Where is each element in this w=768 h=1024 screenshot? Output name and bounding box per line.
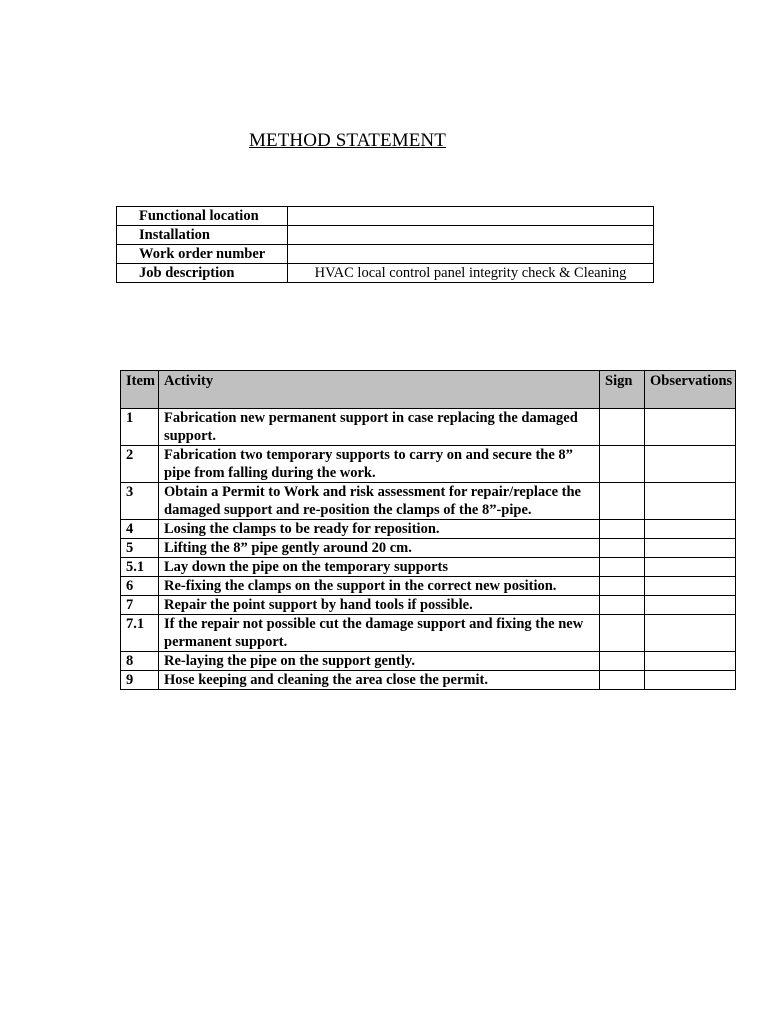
row-item-number: 7.1 [121,615,159,652]
row-item-number: 4 [121,520,159,539]
work-order-number-value [288,245,654,264]
row-observations [645,520,736,539]
installation-value [288,226,654,245]
row-sign [600,558,645,577]
row-item-number: 1 [121,409,159,446]
installation-label: Installation [117,226,288,245]
header-sign: Sign [600,371,645,409]
job-description-label: Job description [117,264,288,283]
row-item-number: 3 [121,483,159,520]
row-sign [600,539,645,558]
row-activity: Lifting the 8” pipe gently around 20 cm. [159,539,600,558]
table-row [121,483,736,520]
row-observations [645,652,736,671]
row-item-number: 6 [121,577,159,596]
table-row [121,558,736,577]
row-sign [600,483,645,520]
row-item-number: 2 [121,446,159,483]
functional-location-label: Functional location [117,207,288,226]
header-activity: Activity [159,371,600,409]
row-observations [645,558,736,577]
table-row [121,671,736,690]
row-sign [600,520,645,539]
row-sign [600,409,645,446]
row-observations [645,539,736,558]
row-item-number: 5 [121,539,159,558]
table-row [117,207,654,226]
table-row [121,596,736,615]
work-order-number-label: Work order number [117,245,288,264]
row-item-number: 9 [121,671,159,690]
table-row [117,245,654,264]
row-activity: Lay down the pipe on the temporary supports [159,558,600,577]
row-sign [600,577,645,596]
table-row [117,264,654,283]
row-activity: Repair the point support by hand tools if possible. [159,596,600,615]
activity-table [120,370,736,690]
row-activity: Hose keeping and cleaning the area close the permit. [159,671,600,690]
row-observations [645,671,736,690]
row-activity: Fabrication new permanent support in case replacing the damaged support. [159,409,600,446]
table-row [121,577,736,596]
row-activity: Re-laying the pipe on the support gently. [159,652,600,671]
table-row [117,226,654,245]
row-sign [600,671,645,690]
functional-location-value [288,207,654,226]
row-observations [645,483,736,520]
row-observations [645,596,736,615]
job-description-value: HVAC local control panel integrity check & Cleaning [288,264,654,283]
header-observations: Observations [645,371,736,409]
row-observations [645,446,736,483]
row-item-number: 8 [121,652,159,671]
row-sign [600,615,645,652]
activity-table-header [121,371,736,409]
row-item-number: 5.1 [121,558,159,577]
row-sign [600,652,645,671]
row-activity: Fabrication two temporary supports to carry on and secure the 8” pipe from falling during the work. [159,446,600,483]
header-item: Item [121,371,159,409]
table-row [121,520,736,539]
job-info-table [116,206,654,283]
row-observations [645,615,736,652]
row-sign [600,596,645,615]
row-item-number: 7 [121,596,159,615]
row-activity: Losing the clamps to be ready for reposition. [159,520,600,539]
table-row [121,652,736,671]
document-title: METHOD STATEMENT [249,130,446,151]
table-row [121,615,736,652]
row-sign [600,446,645,483]
row-activity: Obtain a Permit to Work and risk assessment for repair/replace the damaged support and re-position the clamps of the 8”-pipe. [159,483,600,520]
row-activity: Re-fixing the clamps on the support in the correct new position. [159,577,600,596]
table-row [121,446,736,483]
table-row [121,409,736,446]
table-row [121,539,736,558]
row-observations [645,577,736,596]
row-activity: If the repair not possible cut the damage support and fixing the new permanent support. [159,615,600,652]
row-observations [645,409,736,446]
